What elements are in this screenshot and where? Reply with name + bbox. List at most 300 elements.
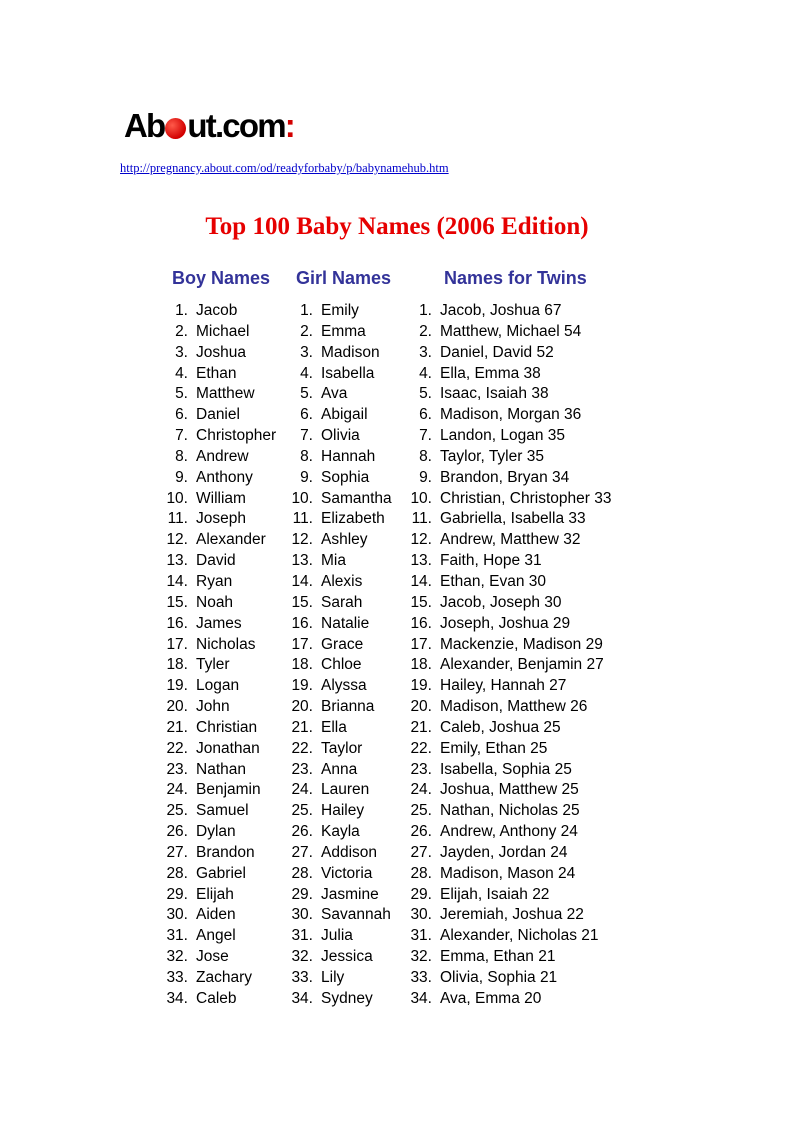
- name-text: Sophia: [321, 468, 370, 486]
- boy-name-item: [162, 947, 229, 968]
- name-text: Lauren: [321, 781, 370, 799]
- rank-number: 9.: [175, 468, 188, 486]
- rank-number: 25.: [291, 802, 313, 820]
- name-text: Brandon, Bryan 34: [440, 468, 570, 486]
- rank-number: 21.: [291, 718, 313, 736]
- boy-name-item: [162, 885, 234, 906]
- rank-number: 16.: [166, 614, 188, 632]
- twin-name-item: [406, 843, 568, 864]
- name-text: Elizabeth: [321, 510, 385, 528]
- rank-number: 14.: [410, 572, 432, 590]
- name-text: Anthony: [196, 468, 253, 486]
- boy-name-item: [162, 509, 246, 530]
- logo-text-start: Ab: [124, 107, 165, 144]
- name-text: Madison: [321, 343, 380, 361]
- boy-name-item: [162, 801, 249, 822]
- rank-number: 27.: [410, 843, 432, 861]
- name-text: Ethan, Evan 30: [440, 572, 546, 590]
- twin-name-item: [406, 780, 579, 801]
- rank-number: 28.: [166, 864, 188, 882]
- name-text: Alyssa: [321, 677, 367, 695]
- twin-name-item: [406, 509, 586, 530]
- boy-name-item: [162, 822, 236, 843]
- boy-name-item: [162, 405, 240, 426]
- name-text: Jasmine: [321, 885, 379, 903]
- rank-number: 21.: [166, 718, 188, 736]
- rank-number: 19.: [410, 677, 432, 695]
- twin-name-item: [406, 947, 556, 968]
- rank-number: 33.: [166, 969, 188, 986]
- rank-number: 30.: [291, 906, 313, 924]
- boy-name-item: [162, 614, 242, 635]
- name-text: Alexander, Benjamin 27: [440, 656, 604, 674]
- rank-number: 20.: [166, 698, 188, 716]
- name-text: Samuel: [196, 802, 249, 820]
- boy-name-item: [162, 676, 240, 697]
- girl-name-item: [287, 739, 363, 760]
- rank-number: 15.: [410, 593, 432, 611]
- name-text: Ashley: [321, 531, 368, 549]
- boy-name-item: [162, 635, 256, 656]
- rank-number: 12.: [166, 531, 188, 549]
- girl-name-item: [287, 635, 364, 656]
- rank-number: 34.: [410, 989, 432, 1007]
- rank-number: 18.: [410, 656, 432, 674]
- rank-number: 11.: [167, 510, 188, 528]
- boy-name-item: [162, 843, 255, 864]
- girl-name-item: [287, 322, 366, 343]
- name-text: Christian: [196, 718, 258, 736]
- twin-name-item: [406, 905, 584, 926]
- girl-name-item: [287, 468, 370, 489]
- rank-number: 17.: [166, 635, 188, 653]
- rank-number: 32.: [166, 948, 188, 966]
- name-text: Jacob, Joshua 67: [440, 302, 562, 319]
- rank-number: 8.: [175, 447, 188, 465]
- name-text: Tyler: [196, 656, 230, 674]
- rank-number: 27.: [166, 843, 188, 861]
- name-text: Gabriel: [196, 864, 246, 882]
- rank-number: 29.: [291, 885, 313, 903]
- boy-names-list: [162, 301, 277, 1010]
- boy-name-item: [162, 384, 255, 405]
- name-text: Nicholas: [196, 635, 256, 653]
- girl-name-item: [287, 655, 362, 676]
- name-text: Anna: [321, 760, 358, 778]
- rank-number: 13.: [410, 552, 432, 570]
- rank-number: 7.: [419, 427, 432, 445]
- boy-name-item: [162, 551, 236, 572]
- twin-name-item: [406, 447, 544, 468]
- girl-name-item: [287, 780, 370, 801]
- name-text: James: [196, 614, 242, 632]
- girl-name-item: [287, 760, 358, 781]
- twin-name-item: [406, 593, 562, 614]
- rank-number: 7.: [175, 427, 188, 445]
- name-text: Lily: [321, 969, 345, 986]
- girl-name-item: [287, 968, 345, 989]
- rank-number: 4.: [175, 364, 188, 382]
- rank-number: 5.: [300, 385, 313, 403]
- twin-name-item: [406, 926, 599, 947]
- girl-names-list: [287, 301, 392, 1010]
- girl-name-item: [287, 551, 346, 572]
- boy-name-item: [162, 760, 246, 781]
- twin-name-item: [406, 489, 612, 510]
- rank-number: 33.: [410, 969, 432, 986]
- rank-number: 14.: [291, 572, 313, 590]
- name-text: Grace: [321, 635, 364, 653]
- rank-number: 20.: [291, 698, 313, 716]
- boy-name-item: [162, 780, 261, 801]
- boy-name-item: [162, 739, 260, 760]
- girl-name-item: [287, 509, 385, 530]
- name-text: Joshua: [196, 343, 246, 361]
- name-text: Hailey, Hannah 27: [440, 677, 567, 695]
- name-text: Hannah: [321, 447, 376, 465]
- girl-name-item: [287, 384, 348, 405]
- name-text: Brianna: [321, 698, 375, 716]
- rank-number: 6.: [300, 406, 313, 424]
- name-text: Noah: [196, 593, 234, 611]
- rank-number: 1.: [175, 302, 188, 319]
- twin-name-item: [406, 405, 582, 426]
- boy-name-item: [162, 864, 246, 885]
- rank-number: 2.: [419, 322, 432, 340]
- rank-number: 20.: [410, 698, 432, 716]
- rank-number: 13.: [291, 552, 313, 570]
- rank-number: 26.: [166, 823, 188, 841]
- name-text: Andrew: [196, 447, 249, 465]
- twin-name-item: [406, 384, 549, 405]
- twin-names-header: Names for Twins: [444, 268, 587, 288]
- rank-number: 23.: [291, 760, 313, 778]
- name-text: Elijah: [196, 885, 234, 903]
- name-text: Madison, Matthew 26: [440, 698, 588, 716]
- twin-name-item: [406, 989, 542, 1010]
- name-text: Emma: [321, 322, 366, 340]
- name-text: Emily: [321, 302, 359, 319]
- boy-name-item: [162, 655, 230, 676]
- rank-number: 7.: [300, 427, 313, 445]
- name-text: Ryan: [196, 572, 233, 590]
- rank-number: 27.: [291, 843, 313, 861]
- rank-number: 31.: [291, 927, 313, 945]
- name-text: Isaac, Isaiah 38: [440, 385, 549, 403]
- girl-name-item: [287, 301, 359, 322]
- name-text: Sydney: [321, 989, 373, 1007]
- rank-number: 3.: [175, 343, 188, 361]
- name-text: Andrew, Matthew 32: [440, 531, 581, 549]
- rank-number: 24.: [410, 781, 432, 799]
- boy-name-item: [162, 530, 266, 551]
- name-text: Isabella: [321, 364, 375, 382]
- rank-number: 10.: [410, 489, 432, 507]
- rank-number: 28.: [291, 864, 313, 882]
- name-text: Christopher: [196, 427, 277, 445]
- name-text: Landon, Logan 35: [440, 427, 565, 445]
- girl-name-item: [287, 885, 379, 906]
- name-text: Joseph: [196, 510, 246, 528]
- rank-number: 25.: [410, 802, 432, 820]
- rank-number: 26.: [410, 823, 432, 841]
- name-text: Caleb: [196, 989, 237, 1007]
- rank-number: 28.: [410, 864, 432, 882]
- twin-name-item: [406, 635, 603, 656]
- rank-number: 30.: [410, 906, 432, 924]
- boy-name-item: [162, 489, 246, 510]
- girl-name-item: [287, 822, 360, 843]
- girl-name-item: [287, 572, 363, 593]
- name-text: Daniel: [196, 406, 240, 424]
- about-com-logo: [124, 106, 294, 146]
- girl-name-item: [287, 697, 375, 718]
- rank-number: 33.: [291, 969, 313, 986]
- name-text: Addison: [321, 843, 378, 861]
- twin-name-item: [406, 676, 567, 697]
- logo-text-end: ut.com: [187, 107, 285, 144]
- girl-name-item: [287, 718, 347, 739]
- girl-name-item: [287, 801, 365, 822]
- rank-number: 4.: [300, 364, 313, 382]
- name-text: Logan: [196, 677, 240, 695]
- rank-number: 22.: [291, 739, 313, 757]
- name-text: Ethan: [196, 364, 237, 382]
- rank-number: 32.: [291, 948, 313, 966]
- name-text: Madison, Mason 24: [440, 864, 576, 882]
- rank-number: 16.: [410, 614, 432, 632]
- name-text: Taylor: [321, 739, 363, 757]
- rank-number: 15.: [166, 593, 188, 611]
- name-text: Elijah, Isaiah 22: [440, 885, 550, 903]
- name-text: Alexander: [196, 531, 266, 549]
- rank-number: 32.: [410, 948, 432, 966]
- rank-number: 30.: [166, 906, 188, 924]
- rank-number: 2.: [300, 322, 313, 340]
- name-text: Faith, Hope 31: [440, 552, 542, 570]
- girl-name-item: [287, 489, 392, 510]
- name-text: Emma, Ethan 21: [440, 948, 556, 966]
- name-text: Natalie: [321, 614, 370, 632]
- rank-number: 14.: [166, 572, 188, 590]
- twin-name-item: [406, 760, 572, 781]
- twin-name-item: [406, 718, 561, 739]
- rank-number: 19.: [291, 677, 313, 695]
- name-text: William: [196, 489, 246, 507]
- rank-number: 22.: [166, 739, 188, 757]
- rank-number: 26.: [291, 823, 313, 841]
- name-text: Ava: [321, 385, 348, 403]
- logo-colon: :: [284, 107, 294, 144]
- name-text: Madison, Morgan 36: [440, 406, 582, 424]
- boy-name-item: [162, 364, 237, 385]
- rank-number: 13.: [166, 552, 188, 570]
- rank-number: 11.: [292, 510, 313, 528]
- rank-number: 3.: [419, 343, 432, 361]
- name-text: Savannah: [321, 906, 391, 924]
- rank-number: 21.: [410, 718, 432, 736]
- name-text: Matthew, Michael 54: [440, 322, 582, 340]
- girl-name-item: [287, 947, 373, 968]
- name-text: Jacob, Joseph 30: [440, 593, 562, 611]
- twin-name-item: [406, 614, 571, 635]
- source-link[interactable]: http://pregnancy.about.com/od/readyforbaby/p/babynamehub.htm: [120, 161, 449, 175]
- name-text: Aiden: [196, 906, 236, 924]
- name-text: Ella, Emma 38: [440, 364, 541, 382]
- rank-number: 8.: [300, 447, 313, 465]
- twin-name-item: [406, 322, 582, 343]
- girl-name-item: [287, 343, 380, 364]
- girl-name-item: [287, 614, 370, 635]
- name-text: Andrew, Anthony 24: [440, 823, 578, 841]
- name-text: Chloe: [321, 656, 362, 674]
- name-text: Christian, Christopher 33: [440, 489, 612, 507]
- rank-number: 22.: [410, 739, 432, 757]
- rank-number: 12.: [410, 531, 432, 549]
- twin-name-item: [406, 885, 550, 906]
- name-text: Sarah: [321, 593, 363, 611]
- rank-number: 31.: [410, 927, 432, 945]
- rank-number: 6.: [175, 406, 188, 424]
- name-text: Alexander, Nicholas 21: [440, 927, 599, 945]
- rank-number: 18.: [291, 656, 313, 674]
- name-text: Michael: [196, 322, 250, 340]
- boy-name-item: [162, 447, 249, 468]
- boy-name-item: [162, 593, 234, 614]
- name-text: Zachary: [196, 969, 252, 986]
- rank-number: 24.: [166, 781, 188, 799]
- boy-name-item: [162, 322, 250, 343]
- boy-name-item: [162, 426, 277, 447]
- girl-names-header: Girl Names: [296, 268, 392, 288]
- rank-number: 29.: [166, 885, 188, 903]
- girl-name-item: [287, 989, 373, 1010]
- twin-name-item: [406, 551, 542, 572]
- name-text: Brandon: [196, 843, 255, 861]
- twin-names-list: [406, 301, 612, 1010]
- name-text: Caleb, Joshua 25: [440, 718, 561, 736]
- rank-number: 1.: [419, 302, 432, 319]
- name-text: Mackenzie, Madison 29: [440, 635, 603, 653]
- name-text: Julia: [321, 927, 353, 945]
- name-text: Jeremiah, Joshua 22: [440, 906, 584, 924]
- name-text: John: [196, 698, 230, 716]
- name-text: Isabella, Sophia 25: [440, 760, 572, 778]
- boy-name-item: [162, 343, 246, 364]
- name-text: Jonathan: [196, 739, 260, 757]
- rank-number: 23.: [410, 760, 432, 778]
- name-text: Dylan: [196, 823, 236, 841]
- boy-name-item: [162, 697, 230, 718]
- rank-number: 9.: [300, 468, 313, 486]
- boy-name-item: [162, 468, 253, 489]
- name-text: Abigail: [321, 406, 368, 424]
- rank-number: 34.: [291, 989, 313, 1007]
- rank-number: 1.: [300, 302, 313, 319]
- rank-number: 31.: [166, 927, 188, 945]
- twin-name-item: [406, 822, 578, 843]
- name-text: Joshua, Matthew 25: [440, 781, 579, 799]
- twin-name-item: [406, 426, 565, 447]
- name-text: Jacob: [196, 302, 238, 319]
- name-text: Jessica: [321, 948, 373, 966]
- twin-name-item: [406, 801, 580, 822]
- boy-name-item: [162, 718, 258, 739]
- twin-name-item: [406, 572, 546, 593]
- rank-number: 9.: [419, 468, 432, 486]
- name-text: Victoria: [321, 864, 373, 882]
- twin-name-item: [406, 343, 554, 364]
- rank-number: 16.: [291, 614, 313, 632]
- twin-name-item: [406, 697, 588, 718]
- girl-name-item: [287, 864, 373, 885]
- name-text: Taylor, Tyler 35: [440, 447, 544, 465]
- rank-number: 19.: [166, 677, 188, 695]
- girl-name-item: [287, 905, 391, 926]
- twin-name-item: [406, 301, 562, 322]
- name-text: Gabriella, Isabella 33: [440, 510, 586, 528]
- rank-number: 3.: [300, 343, 313, 361]
- rank-number: 29.: [410, 885, 432, 903]
- girl-name-item: [287, 364, 375, 385]
- name-text: David: [196, 552, 236, 570]
- boy-name-item: [162, 572, 233, 593]
- rank-number: 23.: [166, 760, 188, 778]
- rank-number: 15.: [291, 593, 313, 611]
- name-text: Samantha: [321, 489, 392, 507]
- name-text: Angel: [196, 927, 236, 945]
- rank-number: 34.: [166, 989, 188, 1007]
- name-text: Joseph, Joshua 29: [440, 614, 571, 632]
- twin-name-item: [406, 364, 541, 385]
- rank-number: 12.: [291, 531, 313, 549]
- twin-name-item: [406, 864, 576, 885]
- rank-number: 8.: [419, 447, 432, 465]
- boy-names-header: Boy Names: [172, 268, 271, 288]
- girl-name-item: [287, 447, 376, 468]
- name-text: Hailey: [321, 802, 365, 820]
- name-text: Daniel, David 52: [440, 343, 554, 361]
- name-text: Alexis: [321, 572, 363, 590]
- name-text: Nathan, Nicholas 25: [440, 802, 580, 820]
- twin-name-item: [406, 655, 604, 676]
- rank-number: 10.: [166, 489, 188, 507]
- rank-number: 4.: [419, 364, 432, 382]
- girl-name-item: [287, 426, 360, 447]
- girl-name-item: [287, 843, 378, 864]
- twin-name-item: [406, 530, 581, 551]
- boy-name-item: [162, 301, 238, 322]
- girl-name-item: [287, 530, 368, 551]
- rank-number: 5.: [419, 385, 432, 403]
- rank-number: 17.: [291, 635, 313, 653]
- rank-number: 10.: [291, 489, 313, 507]
- rank-number: 2.: [175, 322, 188, 340]
- rank-number: 18.: [166, 656, 188, 674]
- boy-name-item: [162, 968, 252, 989]
- rank-number: 25.: [166, 802, 188, 820]
- rank-number: 11.: [411, 510, 432, 528]
- name-text: Ava, Emma 20: [440, 989, 542, 1007]
- twin-name-item: [406, 968, 558, 989]
- rank-number: 24.: [291, 781, 313, 799]
- twin-name-item: [406, 739, 548, 760]
- boy-name-item: [162, 926, 236, 947]
- name-text: Emily, Ethan 25: [440, 739, 548, 757]
- name-text: Olivia, Sophia 21: [440, 969, 558, 986]
- boy-name-item: [162, 905, 236, 926]
- name-text: Ella: [321, 718, 347, 736]
